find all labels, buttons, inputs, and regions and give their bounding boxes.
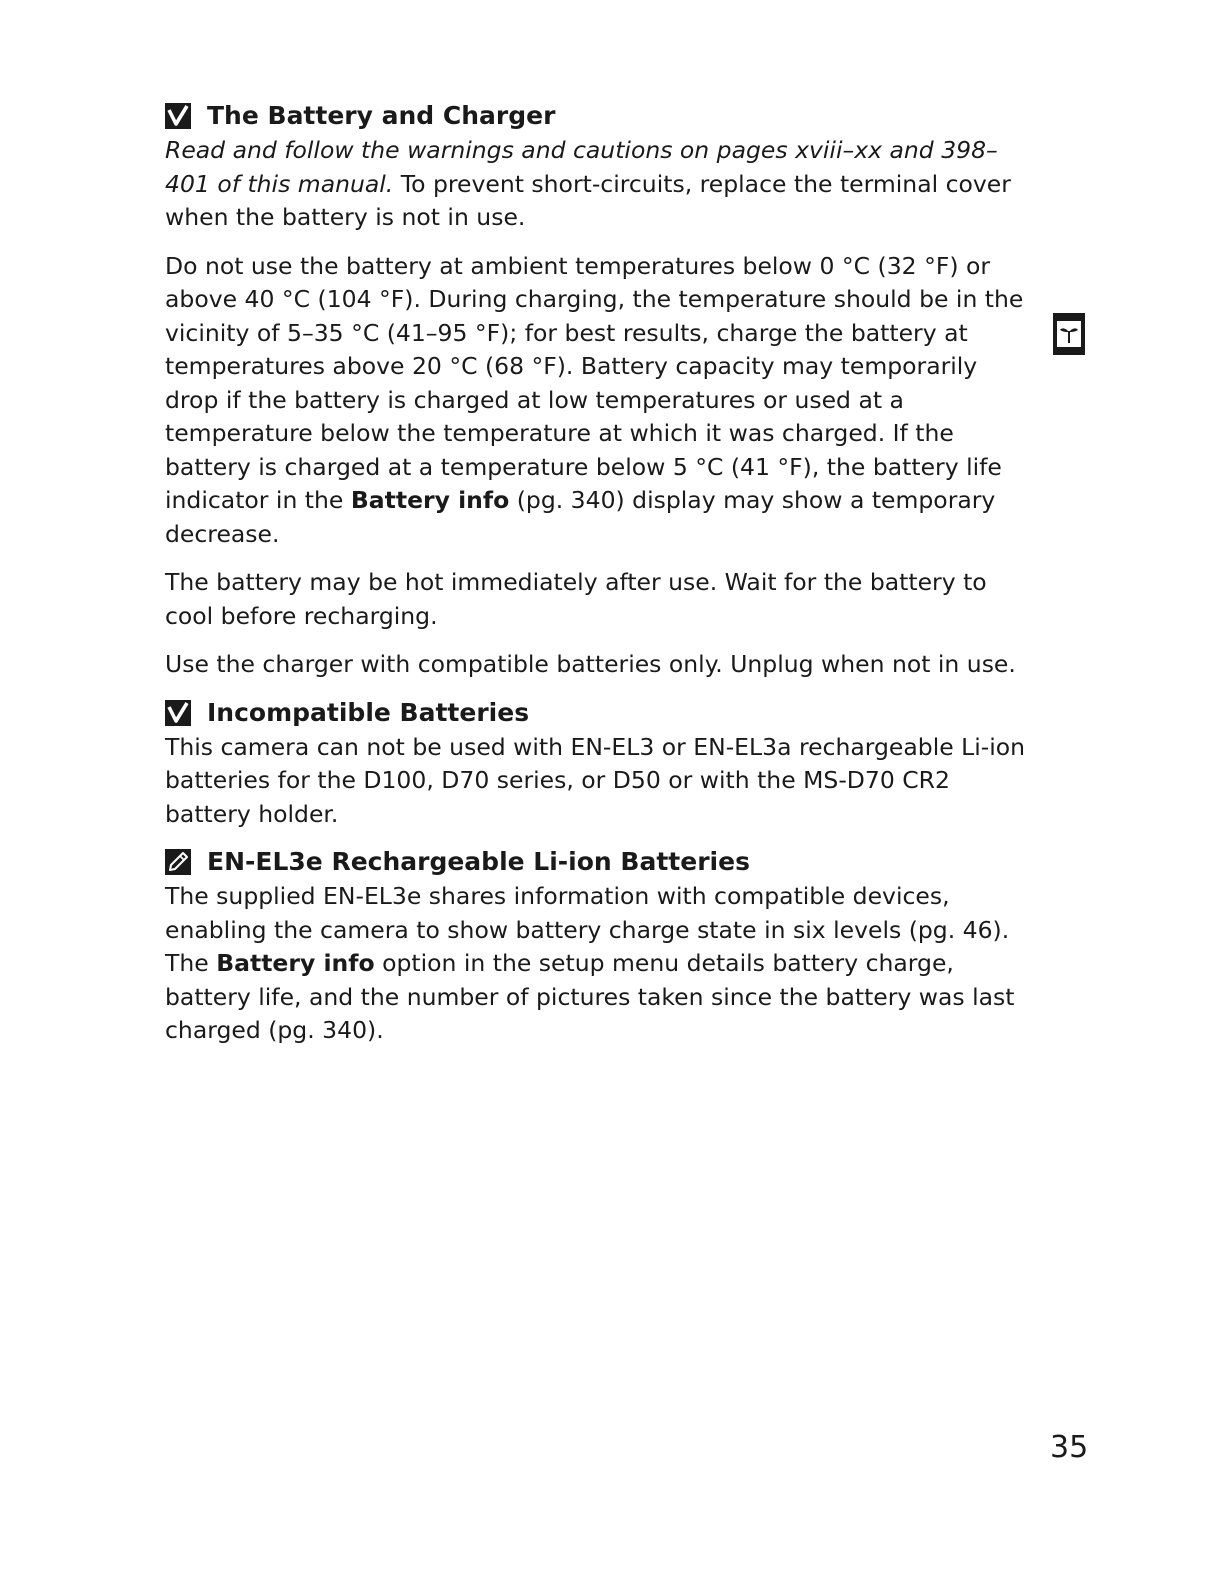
paragraph-text: To prevent short-circuits, replace the terminal cover when the battery is not in use. (165, 169, 1011, 231)
paragraph-text: option in the setup menu details battery charge, battery life, and the number of pictures taken since the battery was last charged (pg. 340). (165, 949, 1015, 1044)
paragraph: Use the charger with compatible batteries only. Unplug when not in use. (165, 650, 1016, 678)
page-number: 35 (1050, 1430, 1089, 1465)
first-steps-sprout-icon (1053, 313, 1085, 355)
section-title-text: EN-EL3e Rechargeable Li-ion Batteries (207, 847, 750, 876)
menu-item-reference: Battery info (350, 486, 510, 514)
paragraph (165, 134, 1035, 235)
section-title-text: Incompatible Batteries (207, 697, 530, 727)
section-title-text: The Battery and Charger (207, 101, 556, 130)
page-content (165, 98, 1035, 1048)
section-title-battery-charger (165, 98, 1035, 134)
caution-check-icon (165, 700, 191, 726)
note-pencil-icon (165, 849, 191, 875)
paragraph (165, 250, 1035, 552)
section-title-incompatible-batteries (165, 695, 1035, 731)
menu-item-reference: Battery info (216, 949, 375, 977)
paragraph: This camera can not be used with EN-EL3 or EN-EL3a rechargeable Li-ion batteries for the D100, D70 series, or D50 or with the MS-D70 CR2 battery holder. (165, 732, 1026, 828)
italic-lead: Read and follow the warnings and cautions on pages xviii–xx and 398–401 of this manual. (165, 136, 998, 198)
paragraph-text: The supplied EN-EL3e shares information with compatible devices, enabling the camera to show battery charge state in six levels (pg. 46). The (165, 882, 1010, 977)
paragraph: The battery may be hot immediately after use. Wait for the battery to cool before recharging. (165, 568, 987, 630)
caution-check-icon (165, 103, 191, 129)
section-title-en-el3e (165, 844, 1035, 880)
paragraph-text: Do not use the battery at ambient temperatures below 0 °C (32 °F) or above 40 °C (104 °F). During charging, the temperature should be in the vicinity of 5–35 °C (41–95 °F); for best results, charge the battery at temperatures above 20 °C (68 °F). Battery capacity may temporarily drop if the battery is charged at low temperatures or used at a temperature below the temperature at which it was charged. If the battery is charged at a temperature below 5 °C (41 °F), the battery life indicator in the (165, 251, 1024, 514)
paragraph (165, 880, 1035, 1048)
paragraph-text: (pg. 340) display may show a temporary decrease. (165, 486, 996, 548)
